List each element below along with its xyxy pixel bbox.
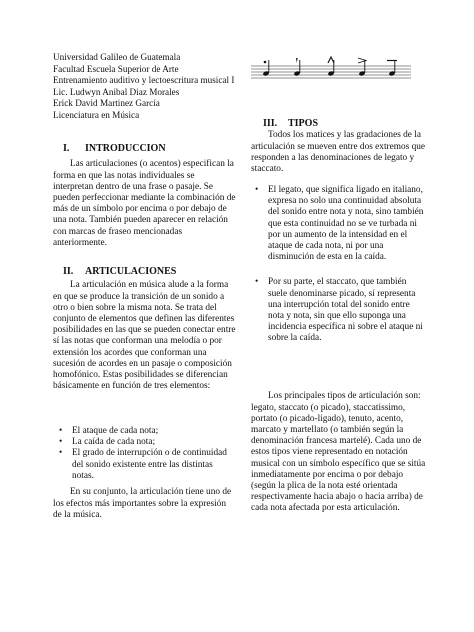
intro-paragraph: Las articulaciones (o acentos) especifican la forma en que las notas individuales se interpretan dentro de una frase o pasaje. Se pueden perfeccionar mediante la combinación de más de un símbolo por encima o por debajo de una nota. También pueden aparecer en relación con marcas de fraseo mencionadas anteriormente. (53, 159, 236, 248)
legato-staccato-list (252, 185, 424, 345)
list-item: • La caída de cada nota; (56, 437, 236, 448)
marcato-note (327, 57, 334, 76)
articulation-notation-figure (251, 56, 411, 82)
articulaciones-paragraph: La articulación en música alude a la forma en que se produce la transición de un sonido a otro o bien sobre la misma nota. Se trata del conjunto de elementos que definen las diferentes posibilidades en las que se pueden conectar entre sí las notas que conforman una melodía o por extensión los acordes que conforman una sucesión de acordes en un pasaje o composición homofónico. Estas posibilidades se diferencian básicamente en función de tres elementos: (53, 280, 236, 392)
list-item-staccato: • Por su parte, el staccato, que también suele denominarse picado, sí representa una interrupción total del sonido entre nota y nota, sin que ello suponga una incidencia específica ni sobre el ataque ni sobre la caída. (252, 277, 424, 344)
elements-list (56, 426, 236, 482)
section-number: I. (63, 143, 70, 154)
header-instructor: Lic. Ludwyn Anibal Diaz Morales (53, 86, 180, 97)
header-program: Licenciatura en Música (53, 109, 140, 120)
section-heading-tipos (263, 118, 318, 129)
header-student: Erick David Martinez García (53, 98, 160, 109)
header-faculty: Facultad Escuela Superior de Arte (53, 63, 179, 74)
section-title: INTRODUCCION (85, 143, 166, 154)
staccatissimo-note (293, 58, 300, 76)
header-university: Universidad Galileo de Guatemala (53, 52, 181, 62)
articulaciones-conclusion: En su conjunto, la articulación tiene uno de los efectos más importantes sobre la expresión de la música. (53, 487, 232, 520)
tenuto-note (387, 60, 397, 76)
document-header (53, 52, 234, 122)
staccato-note (262, 60, 269, 76)
section-heading-intro (63, 143, 166, 154)
section-number: II. (63, 266, 74, 277)
tipos-types-paragraph: Los principales tipos de articulación son: legato, staccato (o picado), staccatissimo, portato (o picado-ligado), tenuto, acento, marcato y martellato (o también según la denominación francesa martelé). Cada uno de estos tipos viene representado en notación musical con un símbolo específico que se sitúa inmediatamente por encima o por debajo (según la plica de la nota esté orientada respectivamente hacia abajo o hacia arriba) de cada nota afectada por esta articulación. (251, 391, 426, 514)
section-title: ARTICULACIONES (85, 266, 177, 277)
section-number: III. (263, 118, 278, 129)
tipos-paragraph: Todos los matices y las gradaciones de la articulación se mueven entre dos extremos que responden a las denominaciones de legato y staccato. (251, 130, 425, 174)
list-item-legato: • El legato, que significa ligado en italiano, expresa no solo una continuidad absoluta del sonido entre nota y nota, sino también que esta continuidad no se ve turbada ni por un aumento de la intensidad en el ataque de cada nota, ni por una disminución de esta en la caída. (252, 185, 424, 263)
accent-note (358, 58, 366, 76)
list-item: • El ataque de cada nota; (56, 426, 236, 437)
header-course: Entrenamiento auditivo y lectoescritura musical I (53, 75, 235, 86)
section-heading-articulaciones (63, 266, 176, 277)
section-title: TIPOS (288, 118, 319, 129)
list-item: • El grado de interrupción o de continuidad del sonido existente entre las distintas notas. (56, 448, 236, 482)
